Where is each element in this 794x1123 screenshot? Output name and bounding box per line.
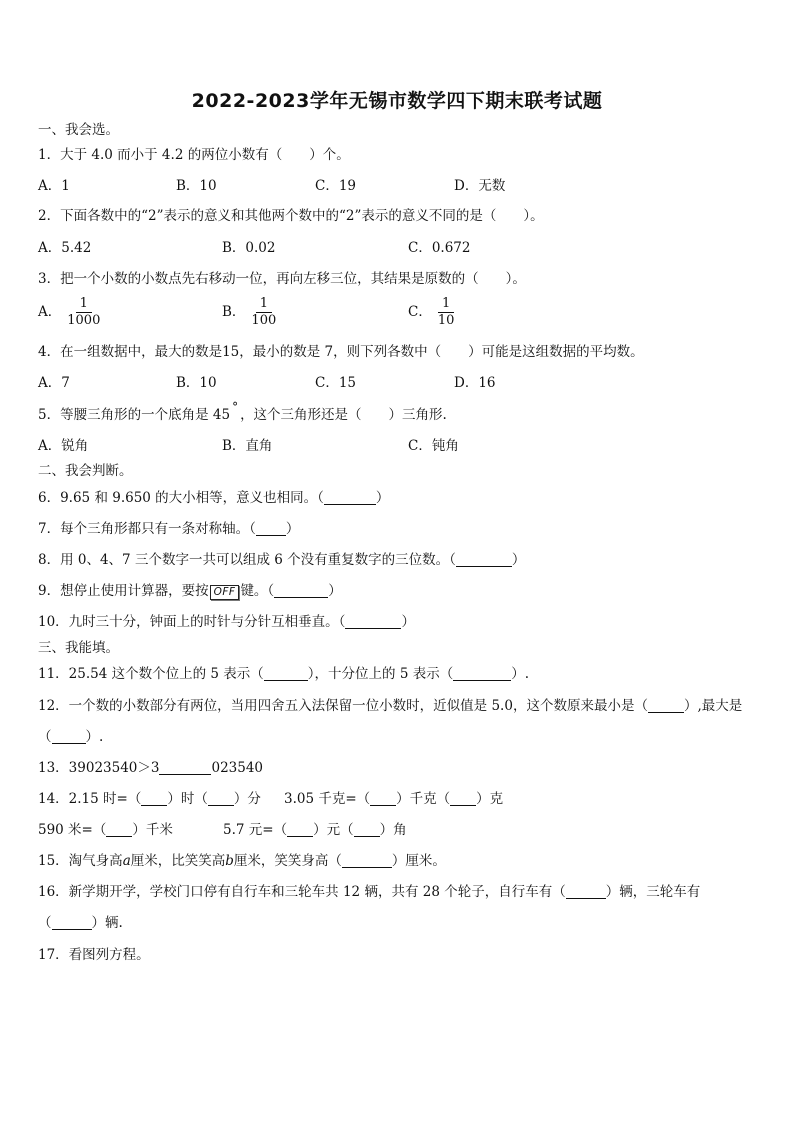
q14-text-f: ）克 (476, 791, 504, 807)
q1-option-a: A．1 (38, 178, 70, 194)
fraction-1-1000 (65, 296, 102, 329)
q2-option-b: B．0.02 (222, 240, 276, 256)
answer-blank[interactable] (52, 729, 86, 744)
question-14-length (38, 821, 173, 839)
question-11 (38, 665, 529, 683)
fraction-numerator: 1 (438, 296, 454, 313)
off-key-icon: OFF (210, 585, 240, 600)
q4-option-b: B．10 (176, 375, 217, 391)
fraction-numerator: 1 (76, 296, 92, 313)
q14-text-c: ）分 (233, 791, 261, 807)
q3-option-b-label: B． (222, 304, 246, 320)
q3-option-a-label: A． (38, 304, 62, 320)
question-15 (38, 852, 446, 870)
q3-option-a (38, 296, 102, 329)
q12-text-c: （ (38, 729, 52, 745)
q16-text-d: ）辆. (91, 915, 123, 931)
question-5 (38, 400, 447, 424)
q9-text-end: 键。（ (240, 583, 275, 599)
question-16-continued (38, 914, 123, 932)
question-1: 1．大于 4.0 而小于 4.2 的两位小数有（ ）个。 (38, 147, 350, 163)
q16-text-c: （ (38, 915, 52, 931)
degree-symbol: ° (232, 400, 239, 414)
q15-text-d: ）厘米。 (391, 853, 446, 869)
q11-text-b: ），十分位上的 5 表示（ (307, 666, 454, 682)
q6-close: ） (375, 490, 390, 506)
answer-blank[interactable] (256, 521, 286, 536)
question-2: 2．下面各数中的“2”表示的意义和其他两个数中的“2”表示的意义不同的是（ ）。 (38, 208, 544, 224)
q16-text-b: ）辆，三轮车有 (605, 884, 701, 900)
section-heading-judge: 二、我会判断。 (38, 463, 133, 479)
q4-option-d: D．16 (454, 375, 496, 391)
answer-blank[interactable] (208, 791, 234, 806)
variable-b: b (225, 853, 234, 869)
q14-text-e: ）千克（ (396, 791, 451, 807)
question-10 (38, 613, 415, 631)
q1-option-d: D．无数 (454, 178, 506, 194)
q12-text-b: ）,最大是 (683, 698, 743, 714)
q3-option-c-label: C． (408, 304, 432, 320)
q14-text-g: 590 米=（ (38, 822, 107, 838)
q1-option-b: B．10 (176, 178, 217, 194)
fraction-denominator: 10 (437, 313, 455, 328)
question-14 (38, 790, 261, 808)
q4-option-c: C．15 (315, 375, 357, 391)
q10-text: 10．九时三十分，钟面上的时针与分针互相垂直。（ (38, 614, 346, 630)
q8-close: ） (511, 552, 526, 568)
question-12-continued (38, 728, 103, 746)
variable-a: a (122, 853, 131, 869)
q7-close: ） (285, 521, 300, 537)
q9-close: ） (328, 583, 342, 599)
q14-text-a: 14．2.15 时=（ (38, 791, 142, 807)
fraction-denominator: 1000 (67, 313, 101, 328)
question-7 (38, 520, 299, 538)
q1-option-c: C．19 (315, 178, 357, 194)
q11-text-a: 11．25.54 这个数个位上的 5 表示（ (38, 666, 264, 682)
q16-text-a: 16．新学期开学，学校门口停有自行车和三轮车共 12 辆，共有 28 个轮子，自行车有（ (38, 884, 566, 900)
answer-blank[interactable] (159, 760, 211, 775)
answer-blank[interactable] (354, 822, 380, 837)
question-14-mass (284, 790, 503, 808)
q3-option-c (408, 296, 456, 329)
question-17: 17．看图列方程。 (38, 947, 150, 963)
answer-blank[interactable] (450, 791, 476, 806)
question-9 (38, 582, 342, 600)
answer-blank[interactable] (342, 853, 392, 868)
fraction-1-10 (436, 296, 457, 329)
page-title: 2022-2023学年无锡市数学四下期末联考试题 (191, 90, 603, 112)
section-heading-choose: 一、我会选。 (38, 122, 119, 138)
answer-blank[interactable] (345, 614, 401, 629)
answer-blank[interactable] (274, 583, 328, 598)
question-12 (38, 697, 742, 715)
answer-blank[interactable] (264, 666, 308, 681)
question-16 (38, 883, 700, 901)
q9-text-start: 9．想停止使用计算器，要按 (38, 583, 209, 599)
q15-text-a: 15．淘气身高 (38, 853, 123, 869)
fraction-denominator: 100 (251, 313, 277, 328)
q6-text: 6．9.65 和 9.650 的大小相等，意义也相同。（ (38, 490, 324, 506)
q3-option-b (222, 296, 278, 329)
answer-blank[interactable] (106, 822, 132, 837)
q15-text-c: 厘米，笑笑身高（ (233, 853, 342, 869)
q12-text-a: 12．一个数的小数部分有两位，当用四舍五入法保留一位小数时，近似值是 5.0，这个数原来最小是（ (38, 698, 648, 714)
answer-blank[interactable] (370, 791, 396, 806)
q5-option-a: A．锐角 (38, 438, 89, 454)
fraction-numerator: 1 (256, 296, 272, 313)
question-14-money (223, 821, 407, 839)
q2-option-c: C．0.672 (408, 240, 471, 256)
fraction-1-100 (249, 296, 278, 329)
answer-blank[interactable] (453, 666, 511, 681)
q13-text-a: 13．39023540＞3 (38, 760, 160, 776)
answer-blank[interactable] (287, 822, 313, 837)
q5-option-b: B．直角 (222, 438, 273, 454)
question-6 (38, 489, 389, 507)
question-8 (38, 551, 525, 569)
q5-option-c: C．钝角 (408, 438, 459, 454)
answer-blank[interactable] (456, 552, 512, 567)
answer-blank[interactable] (52, 915, 92, 930)
q14-text-j: ）元（ (313, 822, 354, 838)
q14-text-d: 3.05 千克=（ (284, 791, 371, 807)
question-13 (38, 759, 263, 777)
answer-blank[interactable] (648, 698, 684, 713)
answer-blank[interactable] (141, 791, 167, 806)
section-heading-fill: 三、我能填。 (38, 640, 119, 656)
q14-text-b: ）时（ (167, 791, 208, 807)
q11-text-c: ）. (511, 666, 530, 682)
q14-text-h: ）千米 (132, 822, 173, 838)
q14-text-i: 5.7 元=（ (223, 822, 288, 838)
q4-option-a: A．7 (38, 375, 70, 391)
q14-text-k: ）角 (379, 822, 407, 838)
q5-text-start: 5．等腰三角形的一个底角是 45 (38, 407, 231, 423)
q12-text-d: ）. (85, 729, 104, 745)
q2-option-a: A．5.42 (38, 240, 92, 256)
q5-text-end: ，这个三角形还是（ ）三角形. (240, 407, 447, 423)
question-3: 3．把一个小数的小数点先右移动一位，再向左移三位，其结果是原数的（ ）。 (38, 271, 526, 287)
q8-text: 8．用 0、4、7 三个数字一共可以组成 6 个没有重复数字的三位数。（ (38, 552, 456, 568)
question-4: 4．在一组数据中，最大的数是15，最小的数是 7，则下列各数中（ ）可能是这组数据的平均数。 (38, 344, 644, 360)
answer-blank[interactable] (566, 884, 606, 899)
q13-text-b: 023540 (211, 760, 264, 776)
answer-blank[interactable] (324, 490, 376, 505)
q10-close: ） (401, 614, 415, 630)
q7-text: 7．每个三角形都只有一条对称轴。（ (38, 521, 256, 537)
q15-text-b: 厘米，比笑笑高 (130, 853, 226, 869)
